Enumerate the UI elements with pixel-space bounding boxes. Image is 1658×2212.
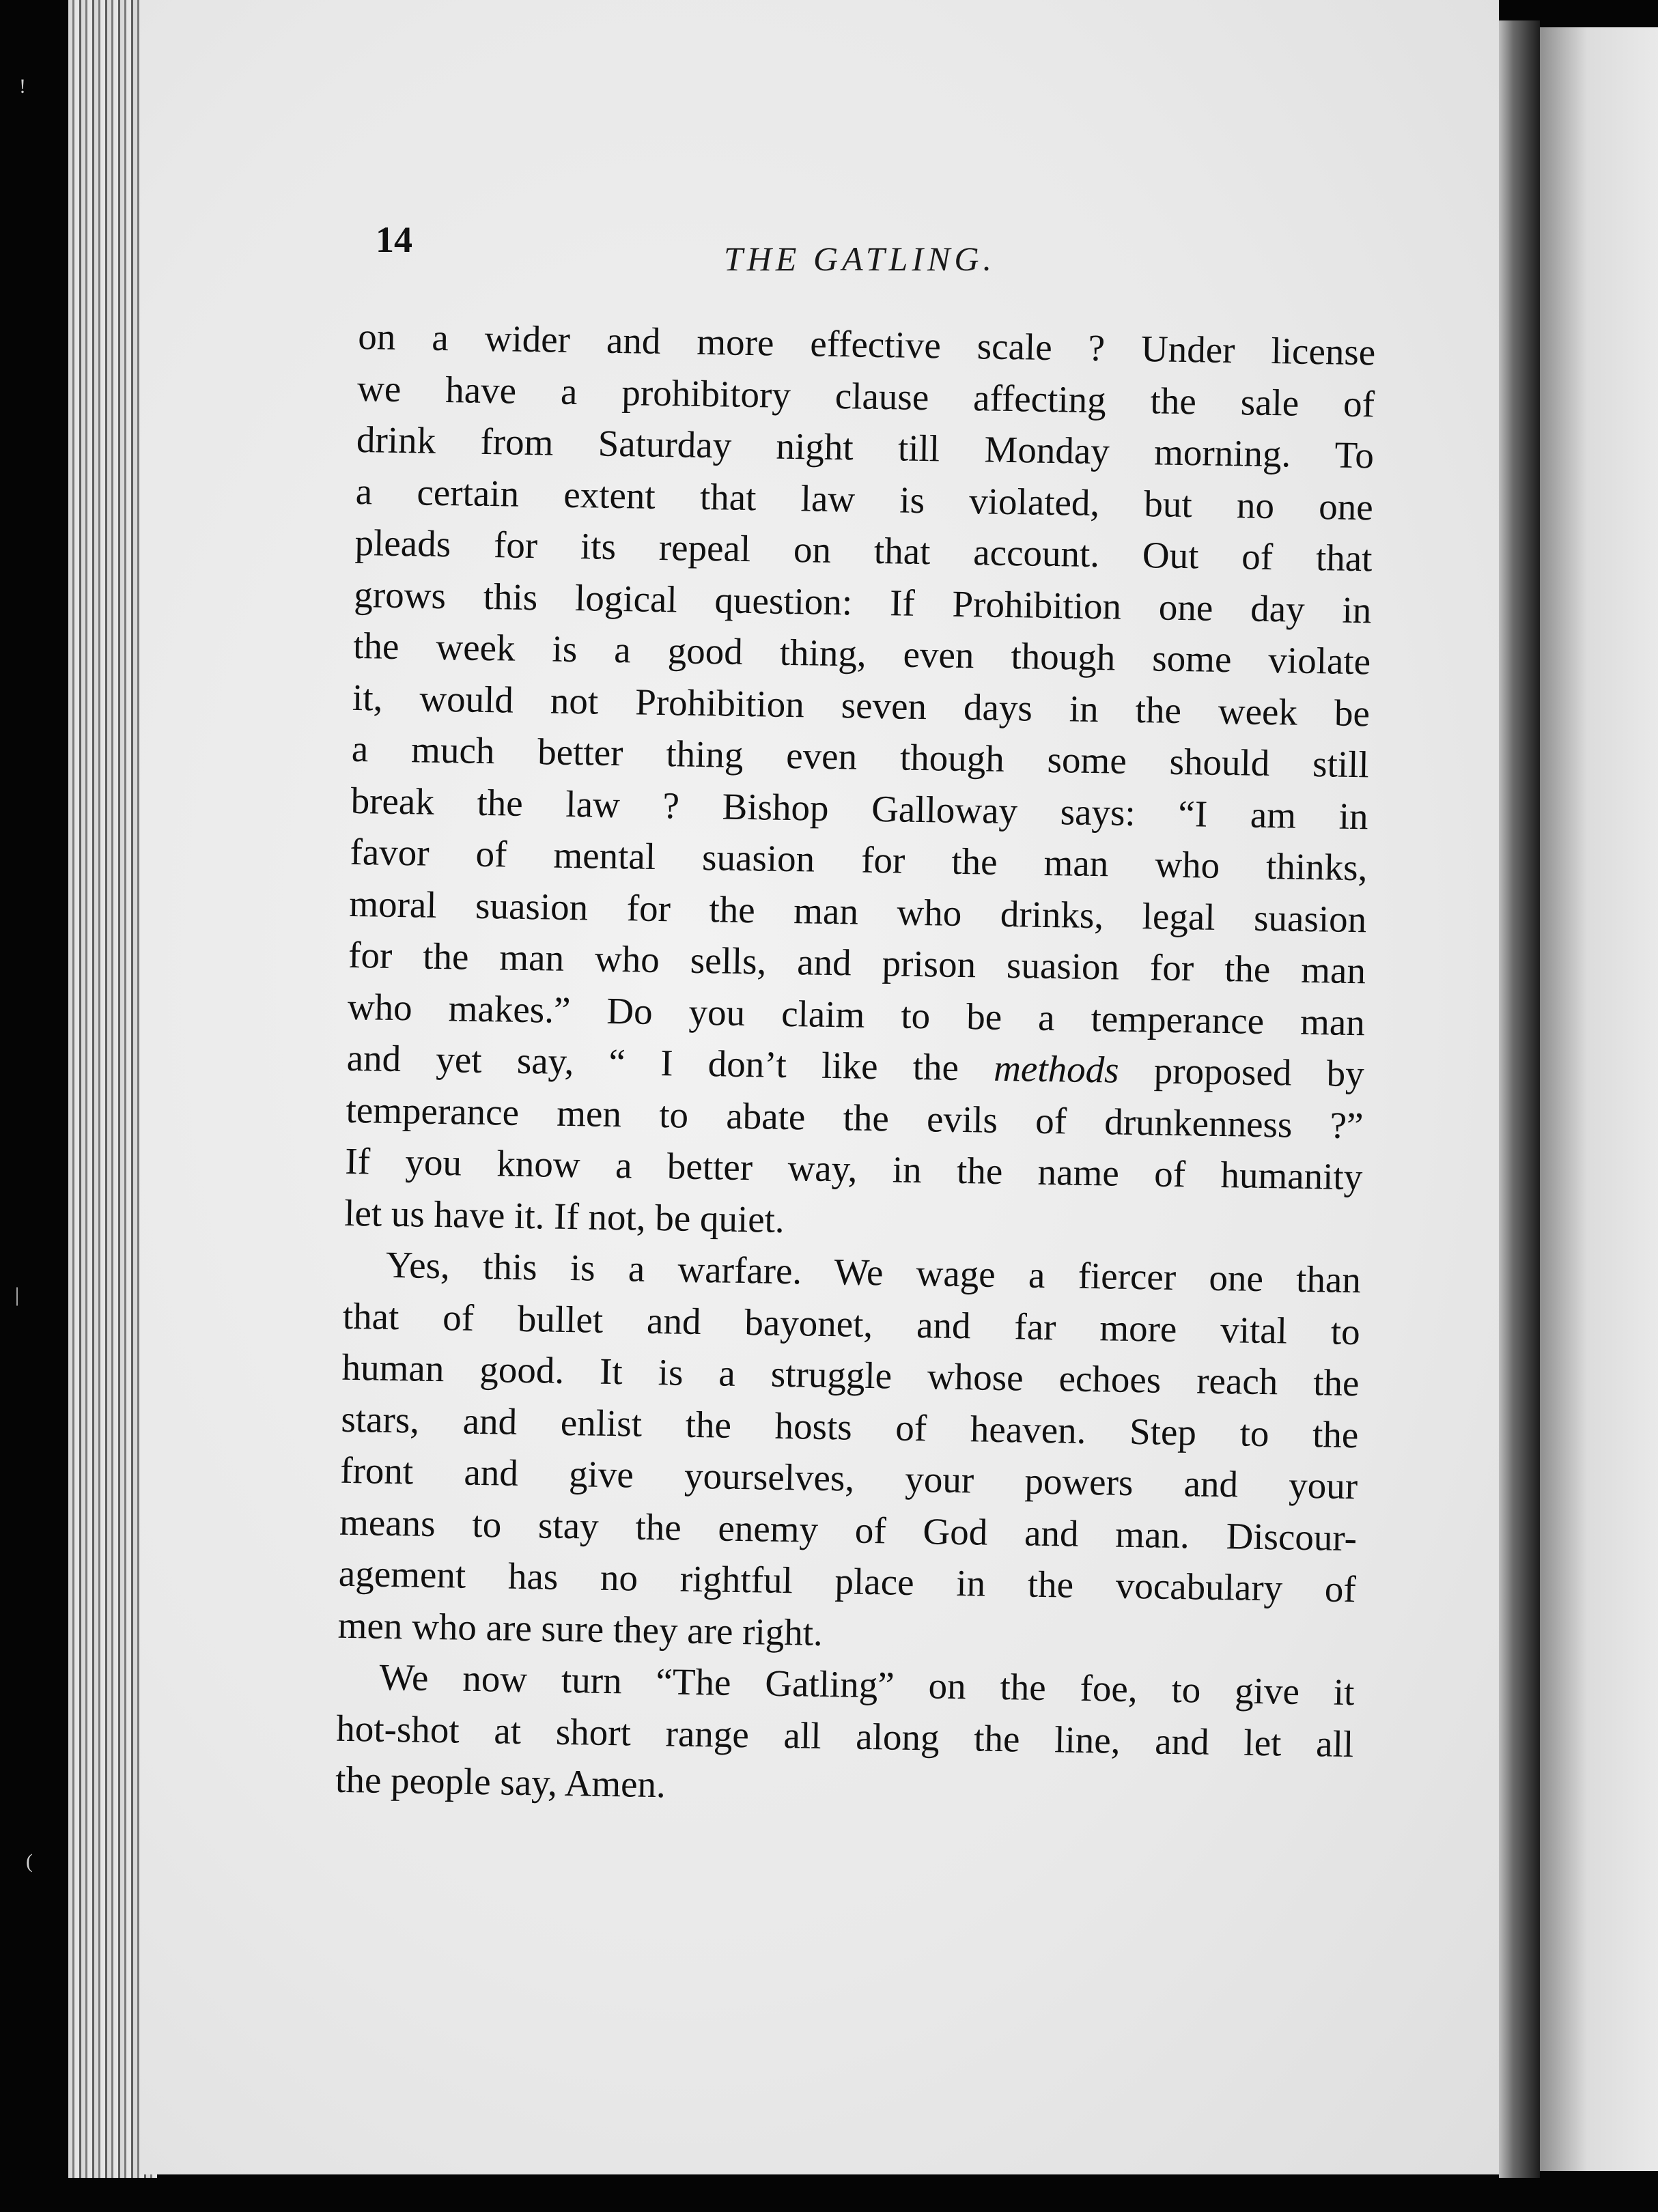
scan-mark: | [15, 1284, 20, 1306]
text-line: who makes.” Do you claim to be a temperance man [347, 985, 1366, 1043]
text-line: break the law ? Bishop Galloway says: “I am in [350, 779, 1369, 837]
text-line: moral suasion for the man who drinks, legal suasion [348, 882, 1367, 940]
text-line: We now turn “The Gatling” on the foe, to give it [379, 1656, 1355, 1714]
scan-mark: ! [19, 75, 26, 98]
text-line: a much better thing even though some should still [351, 727, 1370, 786]
text-line: human good. It is a struggle whose echoes reach the [341, 1346, 1360, 1404]
text-line: the people say, Amen. [335, 1758, 666, 1806]
text-line: a certain extent that law is violated, but no one [355, 470, 1374, 528]
text-line: that of bullet and bayonet, and far more vital to [342, 1294, 1361, 1352]
text-line: drink from Saturday night till Monday morning. To [356, 418, 1375, 477]
line-end: proposed by [1153, 1049, 1365, 1095]
text-line: for the man who sells, and prison suasion for the man [348, 933, 1366, 992]
scan-mark: ( [26, 1850, 33, 1873]
text-line: we have a prohibitory clause affecting the sale of [356, 367, 1375, 425]
text-line: it, would not Prohibition seven days in the week be [352, 676, 1371, 734]
page-number: 14 [376, 219, 412, 260]
text-line: means to stay the enemy of God and man. Discour- [339, 1501, 1358, 1559]
paragraph [337, 1238, 1361, 1667]
text-line: the week is a good thing, even though some violate [352, 624, 1371, 683]
text-line: let us have it. If not, be quiet. [343, 1191, 785, 1240]
text-line: hot-shot at short range all along the line, and let all [335, 1707, 1354, 1765]
body-text [335, 311, 1376, 1821]
paragraph [344, 311, 1376, 1254]
paragraph [335, 1651, 1355, 1821]
text-line: agement has no rightful place in the vocabulary of [338, 1552, 1357, 1611]
running-header [376, 218, 1373, 280]
text-line: If you know a better way, in the name of humanity [344, 1139, 1363, 1198]
text-line: men who are sure they are right. [337, 1604, 824, 1654]
italic-word: methods [993, 1047, 1120, 1091]
text-line: pleads for its repeal on that account. Out of that [354, 521, 1373, 580]
text-line: temperance men to abate the evils of drunkenness ?” [346, 1088, 1364, 1146]
text-line: grows this logical question: If Prohibition one day in [354, 573, 1372, 631]
running-title: THE GATLING. [724, 240, 996, 278]
text-line: on a wider and more effective scale ? Under license [357, 315, 1376, 373]
line-start: and yet say, “ I don’t like the [346, 1036, 959, 1088]
text-line: front and give yourselves, your powers and your [339, 1449, 1358, 1507]
text-line: stars, and enlist the hosts of heaven. Step to the [341, 1398, 1359, 1456]
text-line: favor of mental suasion for the man who thinks, [350, 830, 1368, 889]
text-line: Yes, this is a warfare. We wage a fiercer one than [385, 1243, 1362, 1301]
gutter-shadow [1499, 20, 1540, 2178]
facing-page-edge [1540, 27, 1658, 2171]
